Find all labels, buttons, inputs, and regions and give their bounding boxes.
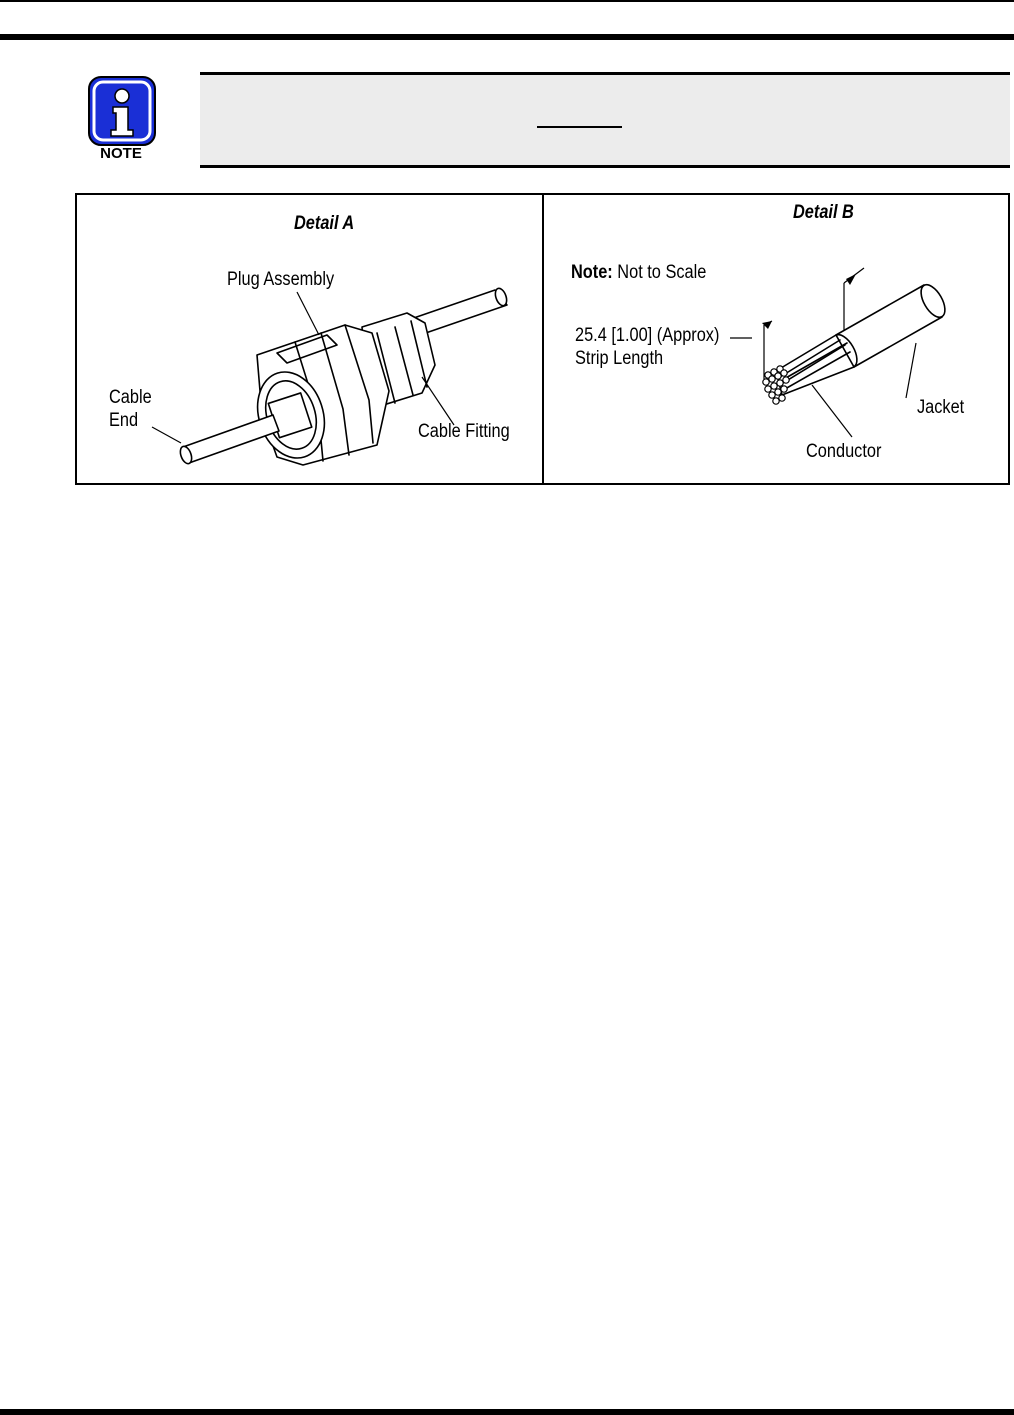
cable-fitting-label: Cable Fitting xyxy=(418,421,510,442)
note-prefix: Note: xyxy=(571,262,613,283)
cable-end-label-line1: Cable xyxy=(109,387,152,408)
header-rule-thin xyxy=(0,0,1014,2)
detail-b-illustration xyxy=(544,195,1008,483)
plug-assembly-label: Plug Assembly xyxy=(227,269,335,290)
strip-length-label-line2: Strip Length xyxy=(575,348,664,369)
cable-end-label-line2: End xyxy=(109,410,139,431)
note-icon-label: NOTE xyxy=(100,145,142,162)
detail-a-title: Detail A xyxy=(294,213,355,234)
detail-a-illustration xyxy=(77,195,541,483)
note-icon xyxy=(80,75,162,165)
strip-length-label-line1: 25.4 [1.00] (Approx) xyxy=(575,325,720,346)
note-box xyxy=(200,72,1010,168)
footer-rule-thick xyxy=(0,1409,1014,1415)
header-rule-thick xyxy=(0,34,1014,40)
note-text: Not to Scale xyxy=(612,262,707,283)
detail-b-title: Detail B xyxy=(793,202,854,223)
jacket-label: Jacket xyxy=(917,397,965,418)
conductor-label: Conductor xyxy=(806,441,882,462)
note-underline xyxy=(537,126,622,128)
